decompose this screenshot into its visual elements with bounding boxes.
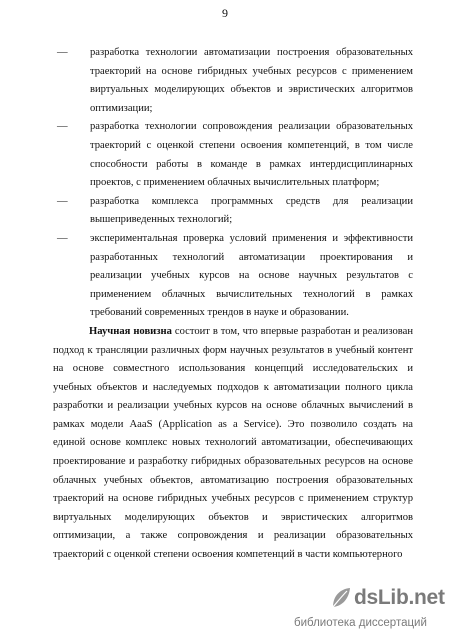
watermark-name: dsLib.net <box>354 586 445 609</box>
list-item-text: разработка технологии сопровождения реализации образовательных траекторий с оценкой степени освоения компетенций, в том числе способности работы в команде в рамках интердисциплинарных проектов, с применением облачных вычислительных платформ; <box>90 121 413 189</box>
list-item-text: разработка комплекса программных средств для реализации вышеприведенных технологий; <box>90 195 413 226</box>
list-dash: — <box>57 47 68 58</box>
document-body <box>53 44 413 565</box>
leaf-logo-icon <box>330 586 352 610</box>
list-item <box>53 230 413 323</box>
list-dash: — <box>57 195 68 207</box>
list-dash: — <box>57 121 68 133</box>
list-item <box>53 44 413 118</box>
watermark[interactable] <box>290 580 450 637</box>
list-item <box>53 193 413 230</box>
novelty-text: состоит в том, что впервые разработан и реализован подход к трансляции различных форм научных результатов в учебный контент на основе совместного использования концепций исследовательских и учебных объектов и наследуемых подходов к автоматизации полного цикла разработки и реализации учебных курсов на основе облачных вычислений в рамках модели AaaS (Application as a Service). Это позволило создать на единой основе комплекс новых технологий автоматизации, обеспечивающих проектирование и разработку гибридных образовательных ресурсов на основе облачных учебных объектов, автоматизацию построения образовательных траекторий на основе гибридных учебных ресурсов с применением структур виртуальных моделирующих объектов и эвристических алгоритмов оптимизации, а также сопровождения и реализации образовательных траекторий с оценкой степени освоения компетенций в части компьютерного <box>53 325 413 561</box>
list-item <box>53 118 413 192</box>
page-number: 9 <box>222 6 228 20</box>
list-item-text: экспериментальная проверка условий применения и эффективности разработанных технологий автоматизации проектирования и реализации учебных курсов на основе научных результатов с применением облачных вычислительных технологий в рамках требований современных трендов в науке и образовании. <box>90 232 413 319</box>
list-item-text: разработка технологии автоматизации построения образовательных траекторий на основе гибридных учебных ресурсов с применением виртуальных моделирующих объектов и эвристических алгоритмов оптимизации; <box>90 47 413 114</box>
novelty-heading: Научная новизна <box>89 325 172 337</box>
novelty-paragraph <box>53 323 413 565</box>
watermark-subtitle: библиотека диссертаций <box>294 617 427 629</box>
list-dash: — <box>57 232 68 244</box>
